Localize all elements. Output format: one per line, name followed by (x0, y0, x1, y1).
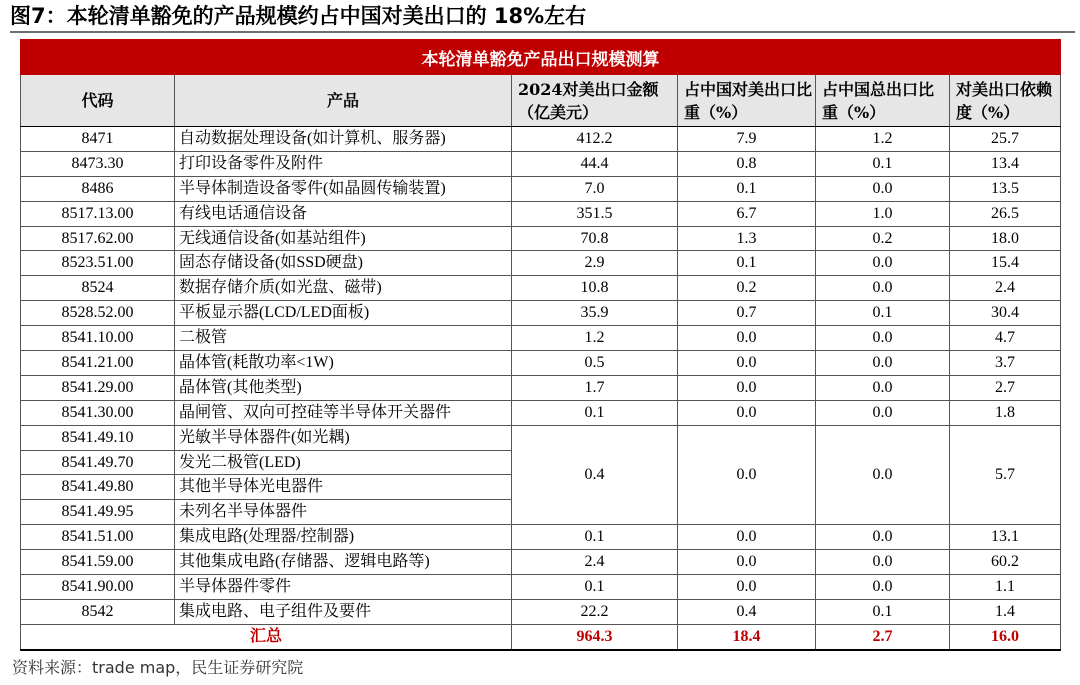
cell-amount: 0.5 (512, 351, 678, 376)
cell-dependence: 60.2 (950, 550, 1061, 575)
total-share-china-total: 2.7 (816, 624, 950, 650)
cell-dependence: 30.4 (950, 301, 1061, 326)
cell-product: 未列名半导体器件 (175, 500, 512, 525)
cell-product: 其他集成电路(存储器、逻辑电路等) (175, 550, 512, 575)
cell-product: 无线通信设备(如基站组件) (175, 226, 512, 251)
cell-amount: 35.9 (512, 301, 678, 326)
table-row (21, 400, 1061, 425)
cell-code: 8542 (21, 599, 175, 624)
cell-code: 8517.13.00 (21, 201, 175, 226)
cell-dependence-merged: 5.7 (950, 425, 1061, 525)
export-table-container (20, 39, 1060, 651)
cell-code: 8541.59.00 (21, 550, 175, 575)
cell-dependence: 26.5 (950, 201, 1061, 226)
cell-amount: 2.4 (512, 550, 678, 575)
table-row (21, 326, 1061, 351)
table-row (21, 226, 1061, 251)
table-header-row (21, 75, 1061, 127)
cell-amount: 2.9 (512, 251, 678, 276)
table-row (21, 176, 1061, 201)
cell-code: 8541.49.95 (21, 500, 175, 525)
title-divider (10, 31, 1075, 33)
table-banner-row (21, 40, 1061, 75)
cell-amount: 10.8 (512, 276, 678, 301)
cell-code: 8541.29.00 (21, 375, 175, 400)
cell-dependence: 2.7 (950, 375, 1061, 400)
cell-code: 8541.51.00 (21, 525, 175, 550)
header-amount: 2024对美出口金额（亿美元） (512, 75, 678, 127)
cell-share-china-us: 0.0 (678, 575, 816, 600)
cell-dependence: 3.7 (950, 351, 1061, 376)
cell-share-china-us: 0.0 (678, 351, 816, 376)
cell-product: 有线电话通信设备 (175, 201, 512, 226)
cell-product: 固态存储设备(如SSD硬盘) (175, 251, 512, 276)
cell-share-china-total: 0.0 (816, 575, 950, 600)
table-row (21, 151, 1061, 176)
cell-product: 晶体管(耗散功率<1W) (175, 351, 512, 376)
table-row (21, 375, 1061, 400)
cell-amount: 412.2 (512, 127, 678, 152)
total-label: 汇总 (21, 624, 512, 650)
cell-code: 8486 (21, 176, 175, 201)
header-share-china-us: 占中国对美出口比重（%） (678, 75, 816, 127)
cell-product: 晶体管(其他类型) (175, 375, 512, 400)
cell-code: 8541.49.80 (21, 475, 175, 500)
cell-dependence: 18.0 (950, 226, 1061, 251)
cell-product: 晶闸管、双向可控硅等半导体开关器件 (175, 400, 512, 425)
cell-share-china-total: 0.0 (816, 550, 950, 575)
cell-product: 集成电路(处理器/控制器) (175, 525, 512, 550)
cell-share-china-us: 0.4 (678, 599, 816, 624)
cell-product: 光敏半导体器件(如光耦) (175, 425, 512, 450)
cell-share-china-us: 0.8 (678, 151, 816, 176)
cell-share-china-total: 1.0 (816, 201, 950, 226)
table-row (21, 575, 1061, 600)
total-row (21, 624, 1061, 650)
table-row (21, 425, 1061, 450)
header-code: 代码 (21, 75, 175, 127)
header-share-china-total: 占中国总出口比重（%） (816, 75, 950, 127)
cell-share-china-us: 0.0 (678, 525, 816, 550)
table-row (21, 351, 1061, 376)
cell-product: 自动数据处理设备(如计算机、服务器) (175, 127, 512, 152)
table-banner: 本轮清单豁免产品出口规模测算 (21, 40, 1061, 75)
cell-dependence: 13.1 (950, 525, 1061, 550)
cell-code: 8473.30 (21, 151, 175, 176)
cell-share-china-total: 0.0 (816, 351, 950, 376)
cell-dependence: 15.4 (950, 251, 1061, 276)
cell-product: 其他半导体光电器件 (175, 475, 512, 500)
cell-dependence: 1.4 (950, 599, 1061, 624)
cell-share-china-us: 0.2 (678, 276, 816, 301)
cell-share-china-us: 0.0 (678, 400, 816, 425)
table-row (21, 301, 1061, 326)
cell-share-china-total: 0.0 (816, 525, 950, 550)
cell-amount-merged: 0.4 (512, 425, 678, 525)
total-amount: 964.3 (512, 624, 678, 650)
cell-share-china-us: 0.0 (678, 326, 816, 351)
cell-share-china-total: 0.0 (816, 326, 950, 351)
cell-share-china-total: 0.0 (816, 375, 950, 400)
cell-share-china-total-merged: 0.0 (816, 425, 950, 525)
cell-product: 数据存储介质(如光盘、磁带) (175, 276, 512, 301)
cell-share-china-us: 0.1 (678, 176, 816, 201)
cell-share-china-us: 6.7 (678, 201, 816, 226)
cell-share-china-total: 0.0 (816, 276, 950, 301)
cell-share-china-total: 0.1 (816, 151, 950, 176)
cell-amount: 351.5 (512, 201, 678, 226)
cell-share-china-us: 0.7 (678, 301, 816, 326)
table-row (21, 276, 1061, 301)
cell-amount: 7.0 (512, 176, 678, 201)
cell-dependence: 1.8 (950, 400, 1061, 425)
cell-code: 8541.21.00 (21, 351, 175, 376)
cell-amount: 70.8 (512, 226, 678, 251)
cell-amount: 1.7 (512, 375, 678, 400)
cell-share-china-us: 0.0 (678, 375, 816, 400)
cell-code: 8541.49.10 (21, 425, 175, 450)
cell-product: 打印设备零件及附件 (175, 151, 512, 176)
cell-share-china-us-merged: 0.0 (678, 425, 816, 525)
cell-code: 8541.10.00 (21, 326, 175, 351)
cell-share-china-us: 7.9 (678, 127, 816, 152)
cell-share-china-us: 0.0 (678, 550, 816, 575)
cell-amount: 0.1 (512, 525, 678, 550)
cell-share-china-us: 0.1 (678, 251, 816, 276)
cell-product: 二极管 (175, 326, 512, 351)
cell-product: 半导体制造设备零件(如晶圆传输装置) (175, 176, 512, 201)
cell-amount: 0.1 (512, 575, 678, 600)
cell-dependence: 2.4 (950, 276, 1061, 301)
cell-dependence: 25.7 (950, 127, 1061, 152)
table-row (21, 127, 1061, 152)
cell-amount: 22.2 (512, 599, 678, 624)
cell-code: 8517.62.00 (21, 226, 175, 251)
total-share-china-us: 18.4 (678, 624, 816, 650)
cell-code: 8523.51.00 (21, 251, 175, 276)
cell-product: 集成电路、电子组件及要件 (175, 599, 512, 624)
cell-code: 8541.49.70 (21, 450, 175, 475)
cell-dependence: 13.4 (950, 151, 1061, 176)
table-row (21, 251, 1061, 276)
table-row (21, 550, 1061, 575)
source-note: 资料来源：trade map，民生证券研究院 (12, 658, 304, 677)
table-row (21, 201, 1061, 226)
cell-share-china-total: 0.0 (816, 176, 950, 201)
cell-share-china-total: 1.2 (816, 127, 950, 152)
cell-share-china-total: 0.2 (816, 226, 950, 251)
cell-share-china-total: 0.1 (816, 599, 950, 624)
total-dependence: 16.0 (950, 624, 1061, 650)
cell-product: 半导体器件零件 (175, 575, 512, 600)
cell-code: 8541.30.00 (21, 400, 175, 425)
table-row (21, 525, 1061, 550)
cell-share-china-total: 0.1 (816, 301, 950, 326)
cell-dependence: 4.7 (950, 326, 1061, 351)
cell-product: 平板显示器(LCD/LED面板) (175, 301, 512, 326)
cell-share-china-us: 1.3 (678, 226, 816, 251)
figure-title: 图7：本轮清单豁免的产品规模约占中国对美出口的 18%左右 (10, 4, 587, 28)
cell-share-china-total: 0.0 (816, 251, 950, 276)
header-product: 产品 (175, 75, 512, 127)
cell-product: 发光二极管(LED) (175, 450, 512, 475)
cell-code: 8471 (21, 127, 175, 152)
cell-share-china-total: 0.0 (816, 400, 950, 425)
cell-amount: 0.1 (512, 400, 678, 425)
export-table (20, 39, 1061, 651)
header-dependence: 对美出口依赖度（%） (950, 75, 1061, 127)
cell-code: 8541.90.00 (21, 575, 175, 600)
table-row (21, 599, 1061, 624)
cell-amount: 1.2 (512, 326, 678, 351)
cell-code: 8524 (21, 276, 175, 301)
cell-code: 8528.52.00 (21, 301, 175, 326)
cell-dependence: 1.1 (950, 575, 1061, 600)
table-body (21, 127, 1061, 650)
cell-dependence: 13.5 (950, 176, 1061, 201)
cell-amount: 44.4 (512, 151, 678, 176)
